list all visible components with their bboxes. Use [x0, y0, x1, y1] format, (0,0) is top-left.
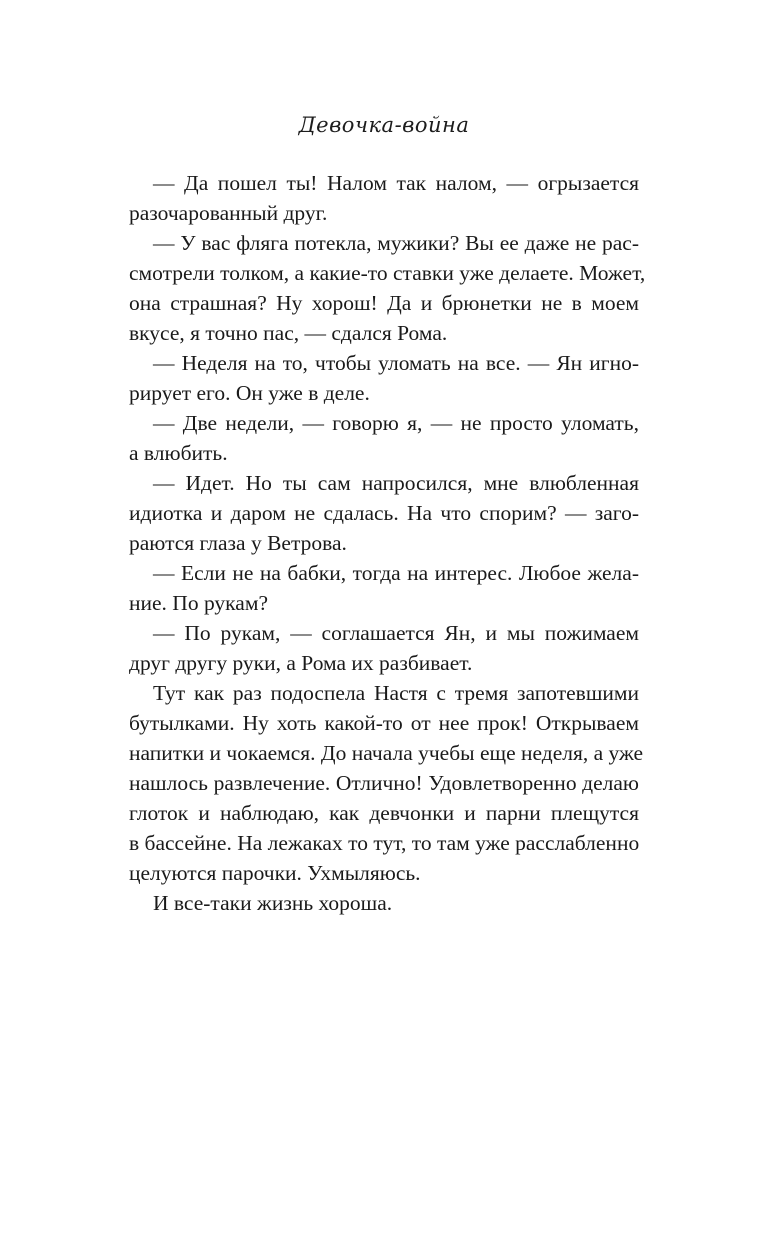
text-line: — Идет. Но ты сам напросился, мне влюбленная [153, 471, 639, 495]
text-line: — По рукам, — соглашается Ян, и мы пожимаем [153, 621, 639, 645]
text-line: разочарованный друг. [129, 201, 328, 225]
text-line: — Две недели, — говорю я, — не просто уломать, [153, 411, 639, 435]
text-line: целуются парочки. Ухмыляюсь. [129, 861, 421, 885]
text-line: И все-таки жизнь хороша. [153, 891, 393, 915]
text-line: раются глаза у Ветрова. [129, 531, 347, 555]
text-line: Тут как раз подоспела Настя с тремя запотевшими [153, 681, 639, 705]
text-line: рирует его. Он уже в деле. [129, 381, 370, 405]
text-line: смотрели толком, а какие-то ставки уже делаете. Может, [129, 261, 646, 285]
text-line: — У вас фляга потекла, мужики? Вы ее даже не рас- [153, 231, 639, 255]
running-head: Девочка-война [298, 113, 470, 137]
text-line: вкусе, я точно пас, — сдался Рома. [129, 321, 448, 345]
text-line: — Неделя на то, чтобы уломать на все. — Ян игно- [153, 351, 639, 375]
text-line: ние. По рукам? [129, 591, 268, 615]
text-line: напитки и чокаемся. До начала учебы еще неделя, а уже [129, 741, 644, 765]
text-line: а влюбить. [129, 441, 228, 465]
text-line: бутылками. Ну хоть какой-то от нее прок! Открываем [129, 711, 639, 735]
text-line: глоток и наблюдаю, как девчонки и парни плещутся [129, 801, 639, 825]
text-line: идиотка и даром не сдалась. На что спорим? — заго- [129, 501, 639, 525]
text-line: — Если не на бабки, тогда на интерес. Любое жела- [153, 561, 639, 585]
text-line: нашлось развлечение. Отлично! Удовлетворенно делаю [129, 771, 639, 795]
body-text [129, 168, 646, 918]
text-line: в бассейне. На лежаках то тут, то там уже расслабленно [129, 831, 640, 855]
text-line: друг другу руки, а Рома их разбивает. [129, 651, 473, 675]
text-line: она страшная? Ну хорош! Да и брюнетки не в моем [129, 291, 639, 315]
text-line: — Да пошел ты! Налом так налом, — огрызается [153, 171, 639, 195]
